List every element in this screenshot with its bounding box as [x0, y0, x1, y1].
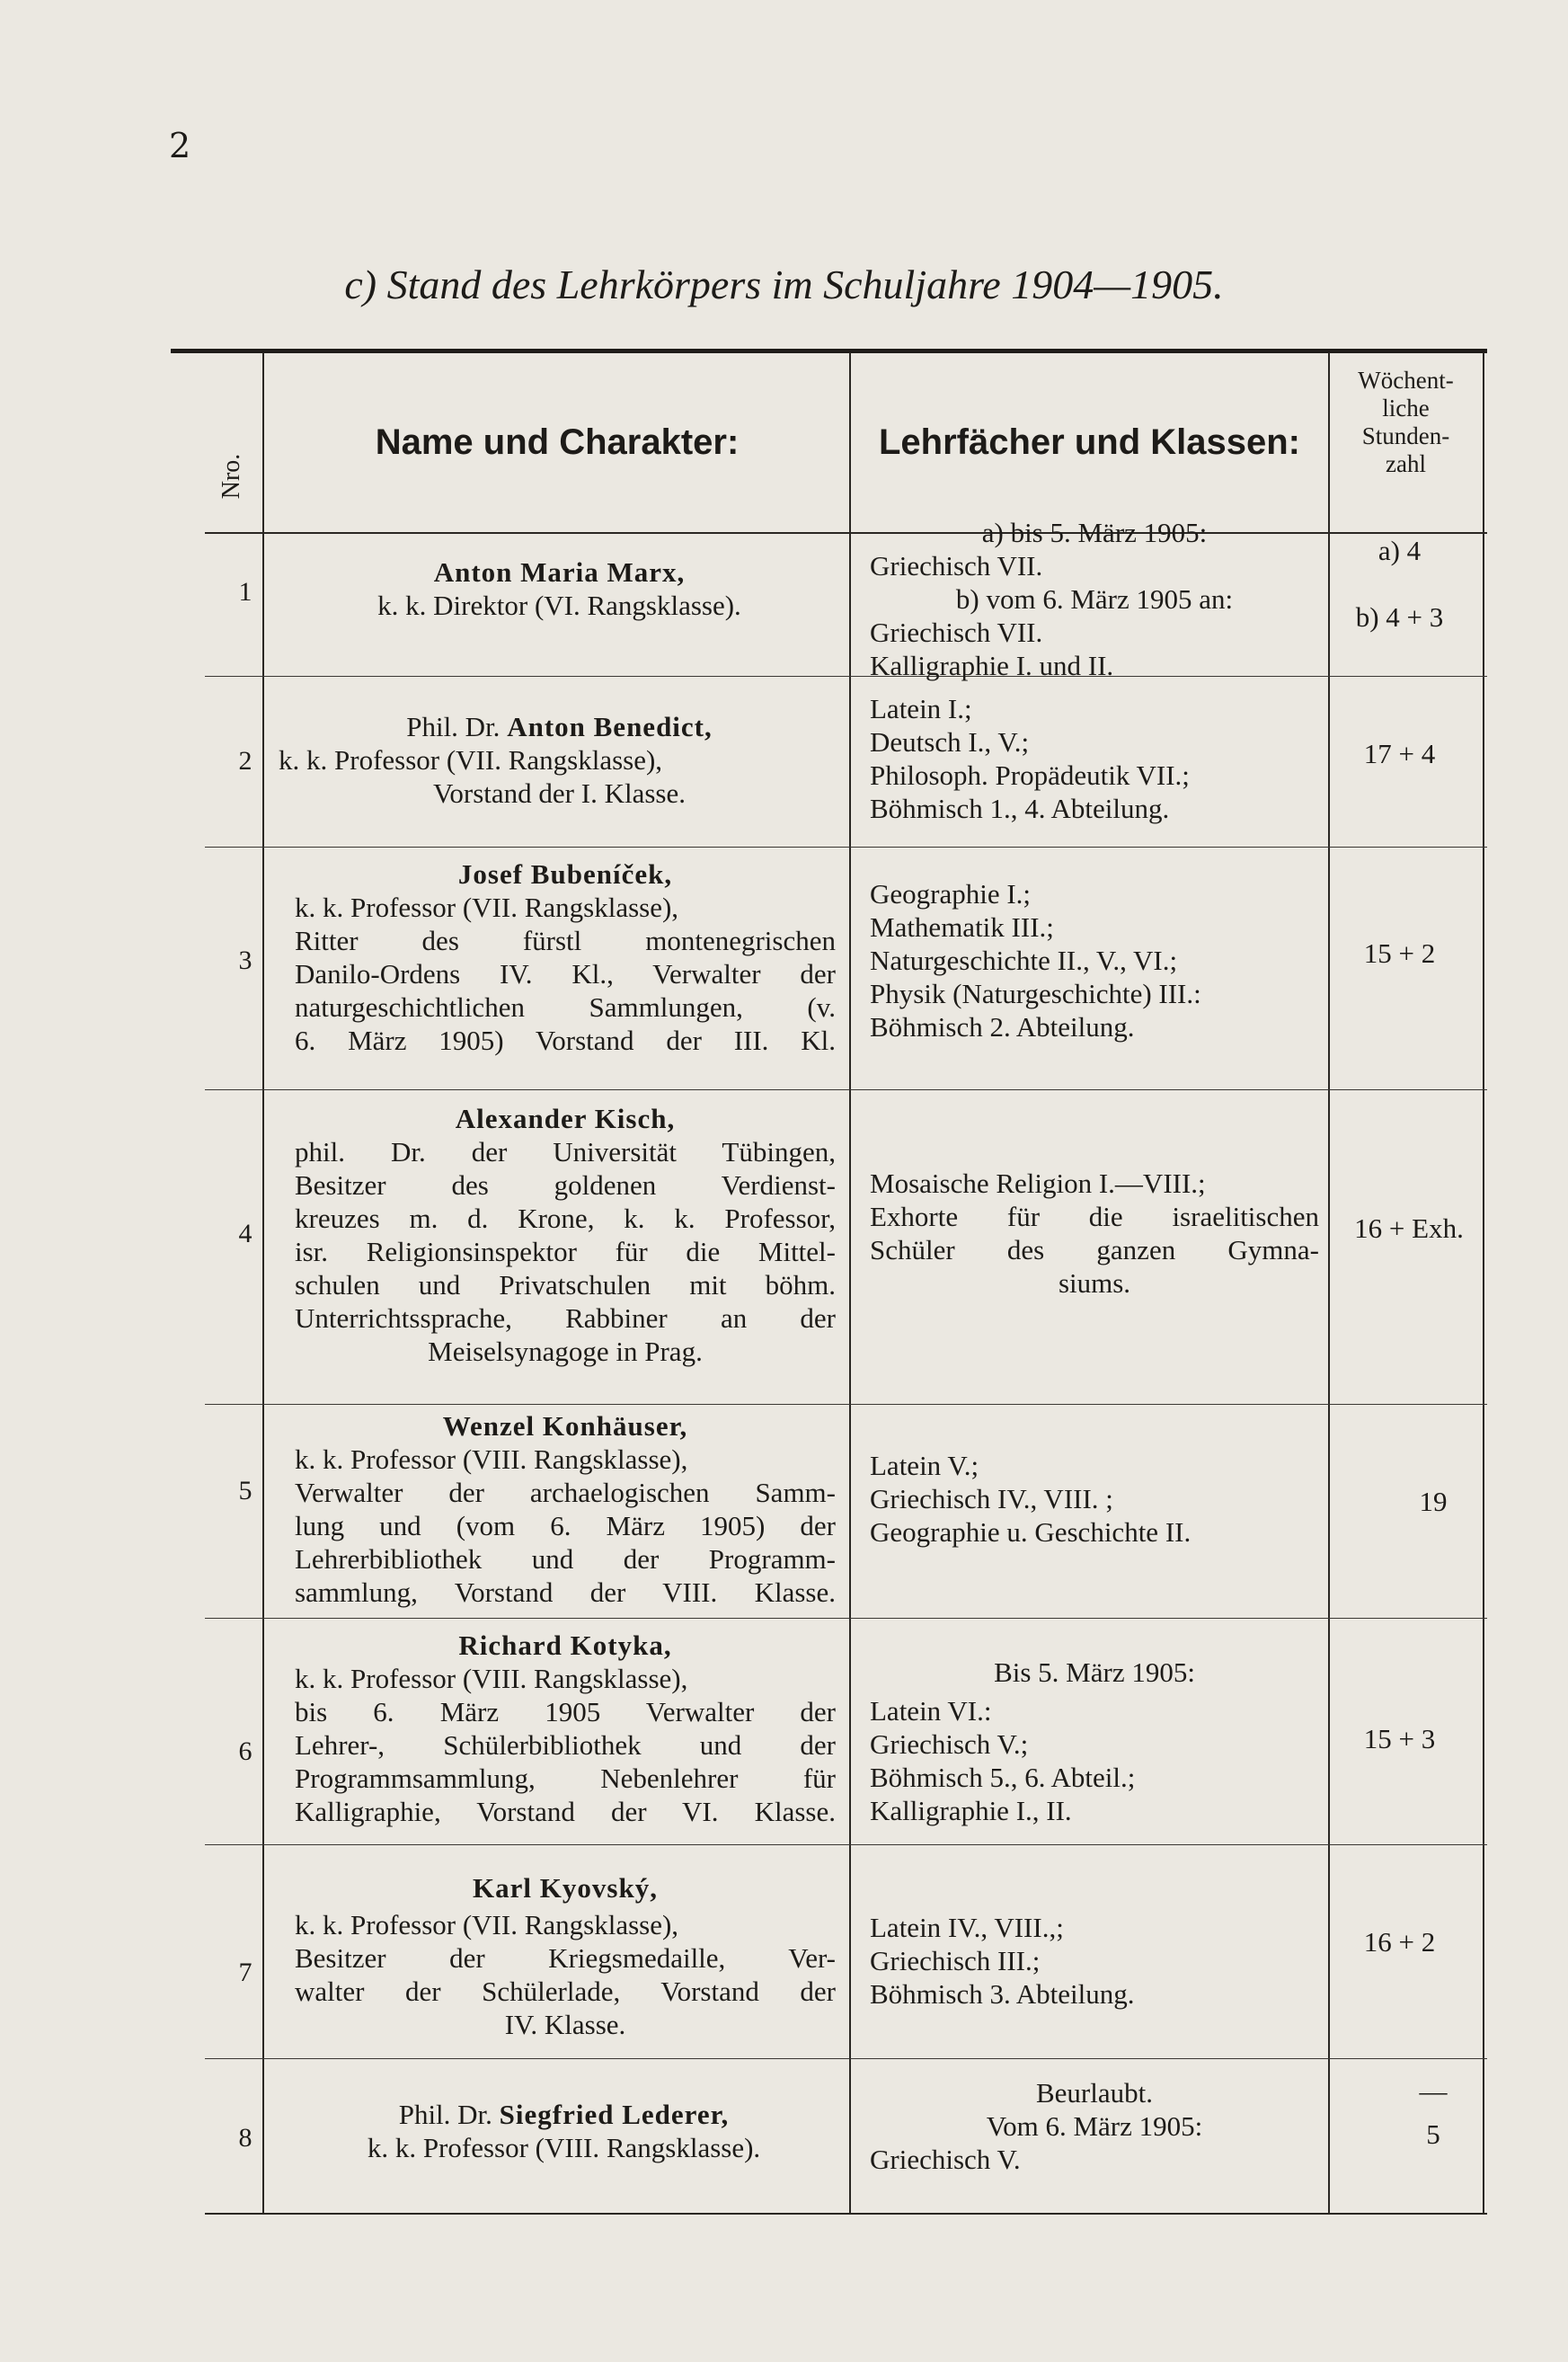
row-rule	[205, 847, 1487, 848]
teacher-name: Alexander Kisch,	[455, 1103, 676, 1134]
subjects-cell: Latein V.; Griechisch IV., VIII. ; Geographie u. Geschichte II.	[870, 1450, 1192, 1548]
name-charakter-cell: Alexander Kisch, phil. Dr. der Universität Tübingen, Besitzer des goldenen Verdienst- kreuzes m. d. Krone, k. k. Professor, isr. Religionsinspektor für die Mittel- schulen und Privatschulen mit böhm. Unterrichtssprache, Rabbiner an der Meiselsynagoge in Prag.	[295, 1103, 836, 1367]
hours-value: a) 4 b) 4 + 3	[1355, 535, 1444, 633]
header-hours: Wöchent- liche Stunden- zahl	[1358, 367, 1454, 477]
header-nro: Nro.	[217, 453, 245, 500]
hours-value: — 5	[1419, 2075, 1448, 2150]
subjects-cell: Beurlaubt. Vom 6. März 1905: Griechisch V.	[870, 2077, 1203, 2175]
column-rule	[262, 352, 264, 2213]
hours-value: 17 + 4	[1363, 738, 1436, 769]
subjects-cell: Latein IV., VIII.,; Griechisch III.; Böhmisch 3. Abteilung.	[870, 1912, 1135, 2010]
column-rule	[1483, 352, 1484, 2213]
row-number: 7	[238, 1958, 252, 1987]
page-title: c) Stand des Lehrkörpers im Schuljahre 1904—1905.	[344, 262, 1224, 307]
name-charakter-cell: Phil. Dr. Anton Benedict, k. k. Professor (VII. Rangsklasse), Vorstand der I. Klasse.	[279, 711, 713, 809]
row-rule	[205, 1618, 1487, 1619]
name-charakter-cell: Anton Maria Marx, k. k. Direktor (VI. Rangsklasse).	[279, 555, 840, 622]
subjects-cell: Latein I.; Deutsch I., V.; Philosoph. Propädeutik VII.; Böhmisch 1., 4. Abteilung.	[870, 693, 1190, 824]
row-number: 6	[238, 1736, 252, 1766]
hours-value: 16 + Exh.	[1354, 1212, 1464, 1244]
subjects-cell: Bis 5. März 1905: Latein VI.: Griechisch V.; Böhmisch 5., 6. Abteil.; Kalligraphie I., II.	[870, 1656, 1195, 1826]
hours-value: 15 + 2	[1363, 937, 1436, 969]
name-charakter-cell: Josef Bubeníček, k. k. Professor (VII. Rangsklasse), Ritter des fürstl montenegrischen Danilo-Ordens IV. Kl., Verwalter der naturgeschichtlichen Sammlungen, (v. 6. März 1905) Vorstand der III. Kl.	[295, 858, 836, 1056]
teacher-name: Siegfried Lederer,	[499, 2099, 730, 2130]
subjects-cell: Mosaische Religion I.—VIII.; Exhorte für die israelitischen Schüler des ganzen Gymna- siums.	[870, 1168, 1319, 1299]
row-number: 8	[238, 2123, 252, 2153]
name-charakter-cell: Phil. Dr. Siegfried Lederer, k. k. Professor (VIII. Rangsklasse).	[367, 2099, 761, 2163]
teacher-name: Karl Kyovský,	[473, 1872, 658, 1904]
table-bottom-rule	[205, 2213, 1487, 2215]
row-number: 2	[238, 746, 252, 776]
name-charakter-cell: Wenzel Konhäuser, k. k. Professor (VIII. Rangsklasse), Verwalter der archaelogischen Samm- lung und (vom 6. März 1905) der Lehrerbibliothek und der Programm- sammlung, Vorstand der VIII. Klasse.	[295, 1410, 836, 1608]
row-number: 1	[238, 577, 252, 607]
teacher-name: Wenzel Konhäuser,	[442, 1410, 688, 1442]
hours-value: 19	[1419, 1486, 1448, 1517]
column-rule	[849, 352, 851, 2213]
name-charakter-cell: Richard Kotyka, k. k. Professor (VIII. Rangsklasse), bis 6. März 1905 Verwalter der Lehrer-, Schülerbibliothek und der Programmsammlung, Nebenlehrer für Kalligraphie, Vorstand der VI. Klasse.	[295, 1629, 836, 1827]
row-number: 5	[238, 1476, 252, 1505]
page-number: 2	[169, 126, 191, 165]
teacher-name: Anton Maria Marx,	[433, 556, 686, 588]
hours-value: 16 + 2	[1363, 1926, 1436, 1958]
row-rule	[205, 1404, 1487, 1405]
header-name: Name und Charakter:	[375, 422, 740, 462]
header-subjects: Lehrfächer und Klassen:	[878, 422, 1300, 462]
hours-value: 15 + 3	[1363, 1723, 1436, 1754]
row-rule	[205, 1089, 1487, 1090]
name-charakter-cell: Karl Kyovský, k. k. Professor (VII. Rangsklasse), Besitzer der Kriegsmedaille, Ver- walter der Schülerlade, Vorstand der IV. Klasse.	[295, 1872, 836, 2040]
teacher-name: Josef Bubeníček,	[457, 858, 673, 890]
row-rule	[205, 1844, 1487, 1845]
teacher-name: Richard Kotyka,	[458, 1629, 672, 1661]
subjects-cell: Geographie I.; Mathematik III.; Naturgeschichte II., V., VI.; Physik (Naturgeschichte) III.: Böhmisch 2. Abteilung.	[870, 878, 1201, 1043]
subjects-cell: a) bis 5. März 1905: Griechisch VII. b) vom 6. März 1905 an: Griechisch VII. Kalligraphie I. und II.	[870, 517, 1234, 681]
teacher-name: Anton Benedict,	[507, 711, 713, 742]
row-number: 3	[238, 946, 252, 975]
table-top-rule	[171, 349, 1487, 353]
row-number: 4	[238, 1219, 252, 1248]
row-rule	[205, 2058, 1487, 2059]
